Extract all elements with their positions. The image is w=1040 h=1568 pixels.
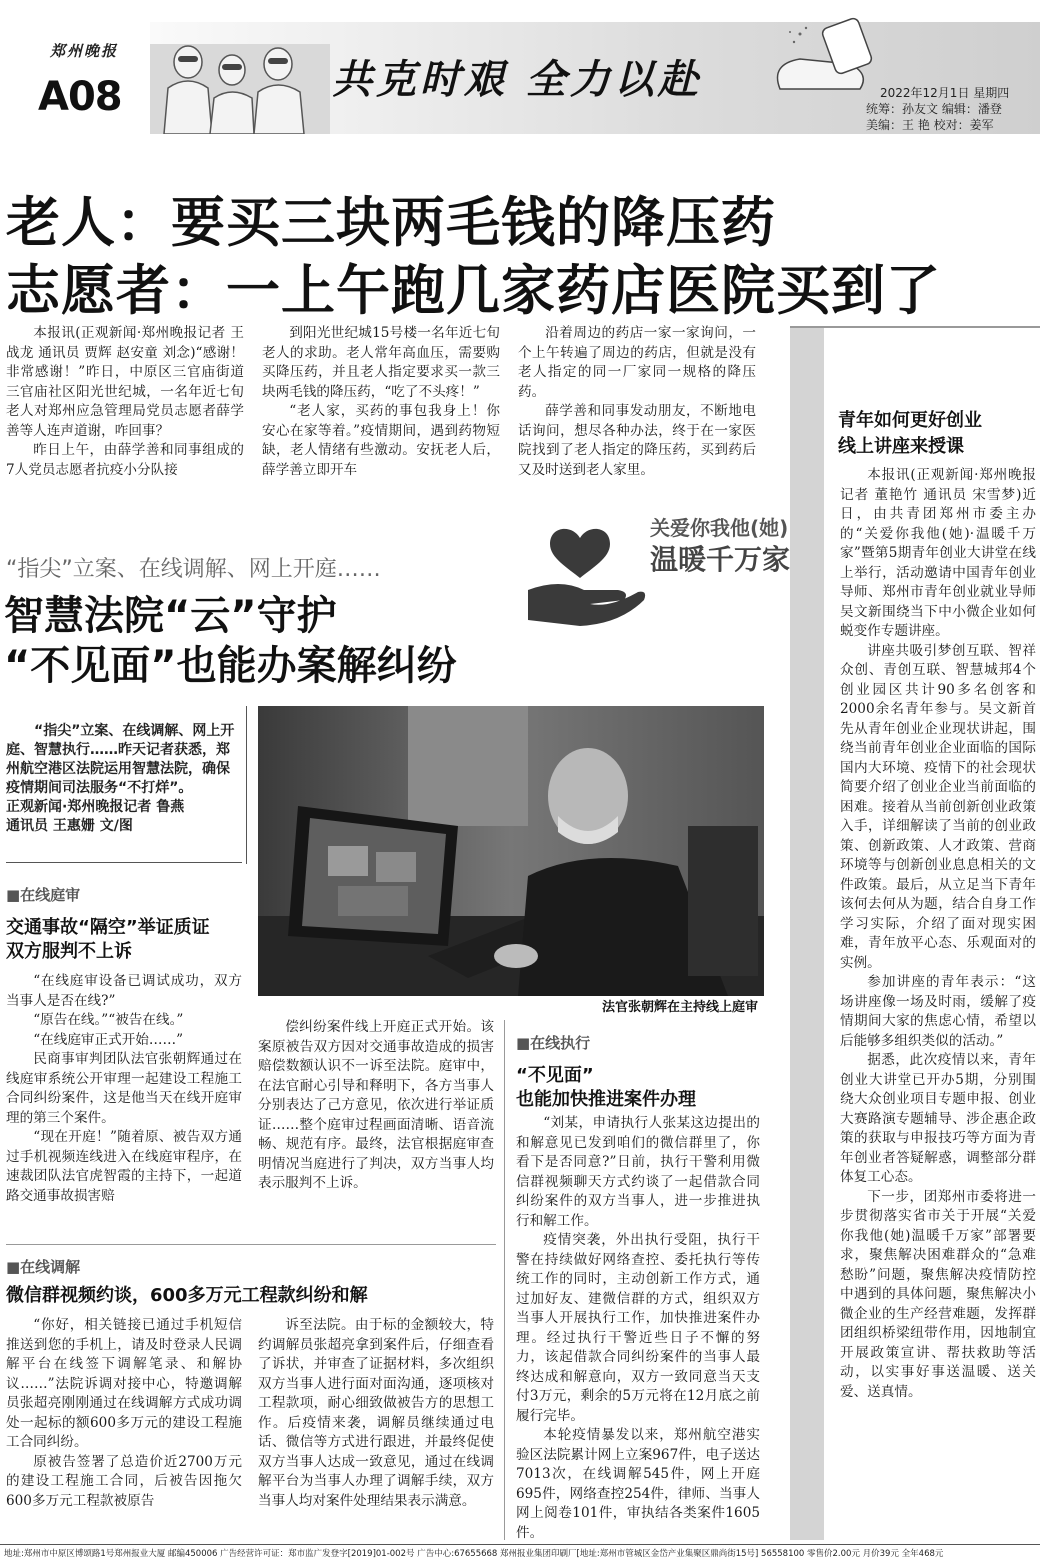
credits-line-1: 统筹：孙友文 编辑：潘登 — [866, 102, 1002, 116]
court-lead: “指尖”立案、在线调解、网上开庭、智慧执行……昨天记者获悉，郑州航空港区法院运用智慧法院，确保疫情期间司法服务“不打烊”。 正观新闻·郑州晚报记者 鲁燕 通讯员 王惠姗 文/图 — [6, 723, 235, 834]
section-label-online-trial: ■在线庭审 — [6, 886, 81, 904]
slogan: 共克时艰 全力以赴 — [332, 56, 702, 103]
lead-rule — [6, 862, 242, 863]
sidebar-title: 青年如何更好创业 线上讲座来授课 — [838, 410, 982, 457]
lead-rule-vertical — [246, 706, 247, 864]
court-title-1: 智慧法院“云”守护 — [4, 593, 337, 639]
online-mediation-column-1: “你好，相关链接已通过手机短信推送到您的手机上，请及时登录人民调解平台在线签下调解笔录、和解协议……”法院诉调对接中心，特邀调解员张超亮刚刚通过在线调解方式成功调处一起标的额600多万元的建设工程施工合同纠纷。 原被告签署了总造价近2700万元的建设工程施工合同，后被告因拖欠600多万元工程款被原告 — [6, 1317, 242, 1509]
section-title-online-mediation: 微信群视频约谈，600多万元工程款纠纷和解 — [6, 1285, 368, 1306]
online-trial-column-1: “在线庭审设备已调试成功，双方当事人是否在线?” “原告在线。”“被告在线。” “在线庭审正式开始……” 民商事审判团队法官张朝辉通过在线庭审系统公开审理一起建设工程施工合同纠纷案件，这是他当天在线开庭审理的第三个案件。 “现在开庭！”随着原、被告双方通过手机视频连线进入在线庭审程序，在速裁团队法官虎智霞的主持下，一起道路交通事故损害赔 — [6, 973, 242, 1204]
story1-column-3: 沿着周边的药店一家一家询问，一个上午转遍了周边的药店，但就是没有老人指定的同一厂家同一规格的降压药。 薛学善和同事发动朋友，不断地电话询问，想尽各种办法，终于在一家医院找到了老人指定的降压药，买到药后又及时送到老人家里。 — [518, 325, 756, 478]
courtroom-photo — [258, 706, 764, 996]
headline-line-1: 老人：要买三块两毛钱的降压药 — [6, 191, 776, 254]
sidebar-gray-bar — [790, 326, 824, 1540]
page-number: A08 — [38, 74, 122, 120]
photo-caption: 法官张朝辉在主持线上庭审 — [602, 1000, 759, 1015]
online-mediation-column-2: 诉至法院。由于标的金额较大，特约调解员张超亮拿到案件后，仔细查看了诉状，并审查了证据材料，多次组织双方当事人进行面对面沟通，逐项核对工程款项，耐心细致做被告方的思想工作。后疫情来袭，调解员继续通过电话、微信等方式进行跟进，并最终促使双方当事人达成一致意见，通过在线调解平台为当事人办理了调解手续，双方当事人均对案件处理结果表示满意。 — [258, 1317, 494, 1509]
online-trial-column-2: 偿纠纷案件线上开庭正式开始。该案原被告双方因对交通事故造成的损害赔偿数额认识不一诉至法院。庭审中，在法官耐心引导和释明下，各方当事人分别表达了己方意见，依次进行举证质证……整个庭审过程画面清晰、语音流畅、规范有序。最终，法官根据庭审查明情况当庭进行了判决，双方当事人均表示服判不上诉。 — [258, 1019, 494, 1191]
footer-rule — [0, 1544, 1040, 1545]
heart-hand-icon — [520, 520, 650, 630]
online-enforcement-column: “刘某，申请执行人张某这边提出的和解意见已发到咱们的微信群里了，你看下是否同意?”日前，执行干警利用微信群视频聊天方式约谈了一起借款合同纠纷案件的双方当事人，进一步推进执行和解工作。 疫情突袭，外出执行受阻，执行干警在持续做好网络查控、委托执行等传统工作的同时，主动创新工作方式，通过加好友、建微信群的方式，组织双方当事人开展执行工作，加快推进案件办理。经过执行干警近些日子不懈的努力，该起借款合同纠纷案件的当事人最终达成和解意向，双方一致同意当天支付3万元，剩余的5万元将在12月底之前履行完毕。 本轮疫情暴发以来，郑州航空港实验区法院累计网上立案967件，电子送达7013次，在线调解545件，网上开庭695件，网络查控254件，律师、当事人网上阅卷101件，审执结各类案件1605件。 — [516, 1115, 760, 1541]
headline-line-2: 志愿者：一上午跑几家药店医院买到了 — [6, 259, 941, 322]
column-divider — [504, 1020, 505, 1540]
issue-date: 2022年12月1日 星期四 — [880, 86, 1010, 100]
section-label-online-mediation: ■在线调解 — [6, 1258, 81, 1276]
court-kicker: “指尖”立案、在线调解、网上开庭…… — [6, 557, 381, 582]
sidebar-top-rule — [790, 326, 1040, 328]
footer-info: 地址:郑州市中原区博颂路1号郑州报业大厦 邮编450006 广告经营许可证：郑市监广发登字[2019]01-002号 广告中心:67655668 郑州报业集团印刷厂[地址:郑州市管城区金岱产业集聚区鼎尚街15号] 56558100 零售价2.00元 月价39元 全年468元 — [4, 1549, 944, 1559]
court-title-2: “不见面”也能办案解纠纷 — [4, 643, 457, 689]
care-logo-line-2: 温暖千万家 — [650, 543, 791, 576]
story1-column-1: 本报讯(正观新闻·郑州晚报记者 王战龙 通讯员 贾辉 赵安童 刘念)“感谢！非常感谢！”昨日，中原区三官庙街道三官庙社区阳光世纪城，一名年近七旬老人对郑州应急管理局党员志愿者薛学善等人连声道谢，咋回事？ 昨日上午，由薛学善和同事组成的7人党员志愿者抗疫小分队接 — [6, 325, 244, 478]
credits-line-2: 美编：王 艳 校对：姜军 — [866, 118, 994, 132]
story1-column-2: 到阳光世纪城15号楼一名年近七旬老人的求助。老人常年高血压，需要购买降压药，并且老人指定要求买一款三块两毛钱的降压药，“吃了不头疼！” “老人家，买药的事包我身上！你安心在家等着。”疫情期间，遇到药物短缺，老人情绪有些激动。安抚老人后，薛学善立即开车 — [262, 325, 500, 478]
medical-workers-illustration — [150, 4, 330, 134]
section-label-online-enforcement: ■在线执行 — [516, 1034, 591, 1052]
paper-name: 郑州晚报 — [50, 42, 119, 60]
section-title-online-trial: 交通事故“隔空”举证质证 双方服判不上诉 — [6, 917, 210, 962]
sidebar-body: 本报讯(正观新闻·郑州晚报记者 董艳竹 通讯员 宋雪梦)近日，由共青团郑州市委主办的“关爱你我他(她)·温暖千万家”暨第5期青年创业大讲堂在线上举行，活动邀请中国青年创业导师、郑州市青年创业就业导师吴文新围绕当下中小微企业如何蜕变作专题讲座。 讲座共吸引梦创互联、智祥众创、青创互联、智慧城邦4个创业园区共计90多名创客和2000余名青年参与。吴文新首先从青年创业企业现状讲起，围绕当前青年创业企业面临的国际国内大环境、疫情下的社会现状简要介绍了创业企业当前面临的困难。接着从当前创新创业政策入手，详细解读了当前的创业政策、创新政策、人才政策、营商环境等与创新创业息息相关的文件政策。最后，从立足当下青年该何去何从为题，结合自身工作学习实际，介绍了面对现实困难，青年放平心态、乐观面对的实例。 参加讲座的青年表示：“这场讲座像一场及时雨，缓解了疫情期间大家的焦虑心情，希望以后能够多组织类似的活动。” 据悉，此次疫情以来，青年创业大讲堂已开办5期，分别围绕大众创业项目专题申报、创业大赛路演专题辅导、涉企惠企政策的获取与申报技巧等方面为青年创业者答疑解惑，调整部分群体复工心态。 下一步，团郑州市委将进一步贯彻落实省市关于开展“关爱你我他(她)温暖千万家”部署要求，聚焦解决困难群众的“急难愁盼”问题，聚焦解决疫情防控中遇到的具体问题，聚焦解决小微企业的生产经营难题，发挥群团组织桥梁纽带作用，因地制宜开展政策宣讲、帮扶救助等活动，以实事好事送温暖、送关爱、送真情。 — [840, 467, 1036, 1400]
care-logo-line-1: 关爱你我他(她) — [650, 516, 789, 540]
section-title-online-enforcement: “不见面” 也能加快推进案件办理 — [516, 1065, 696, 1110]
sanitizer-illustration — [740, 4, 900, 94]
section-rule-mediation — [6, 1244, 496, 1245]
